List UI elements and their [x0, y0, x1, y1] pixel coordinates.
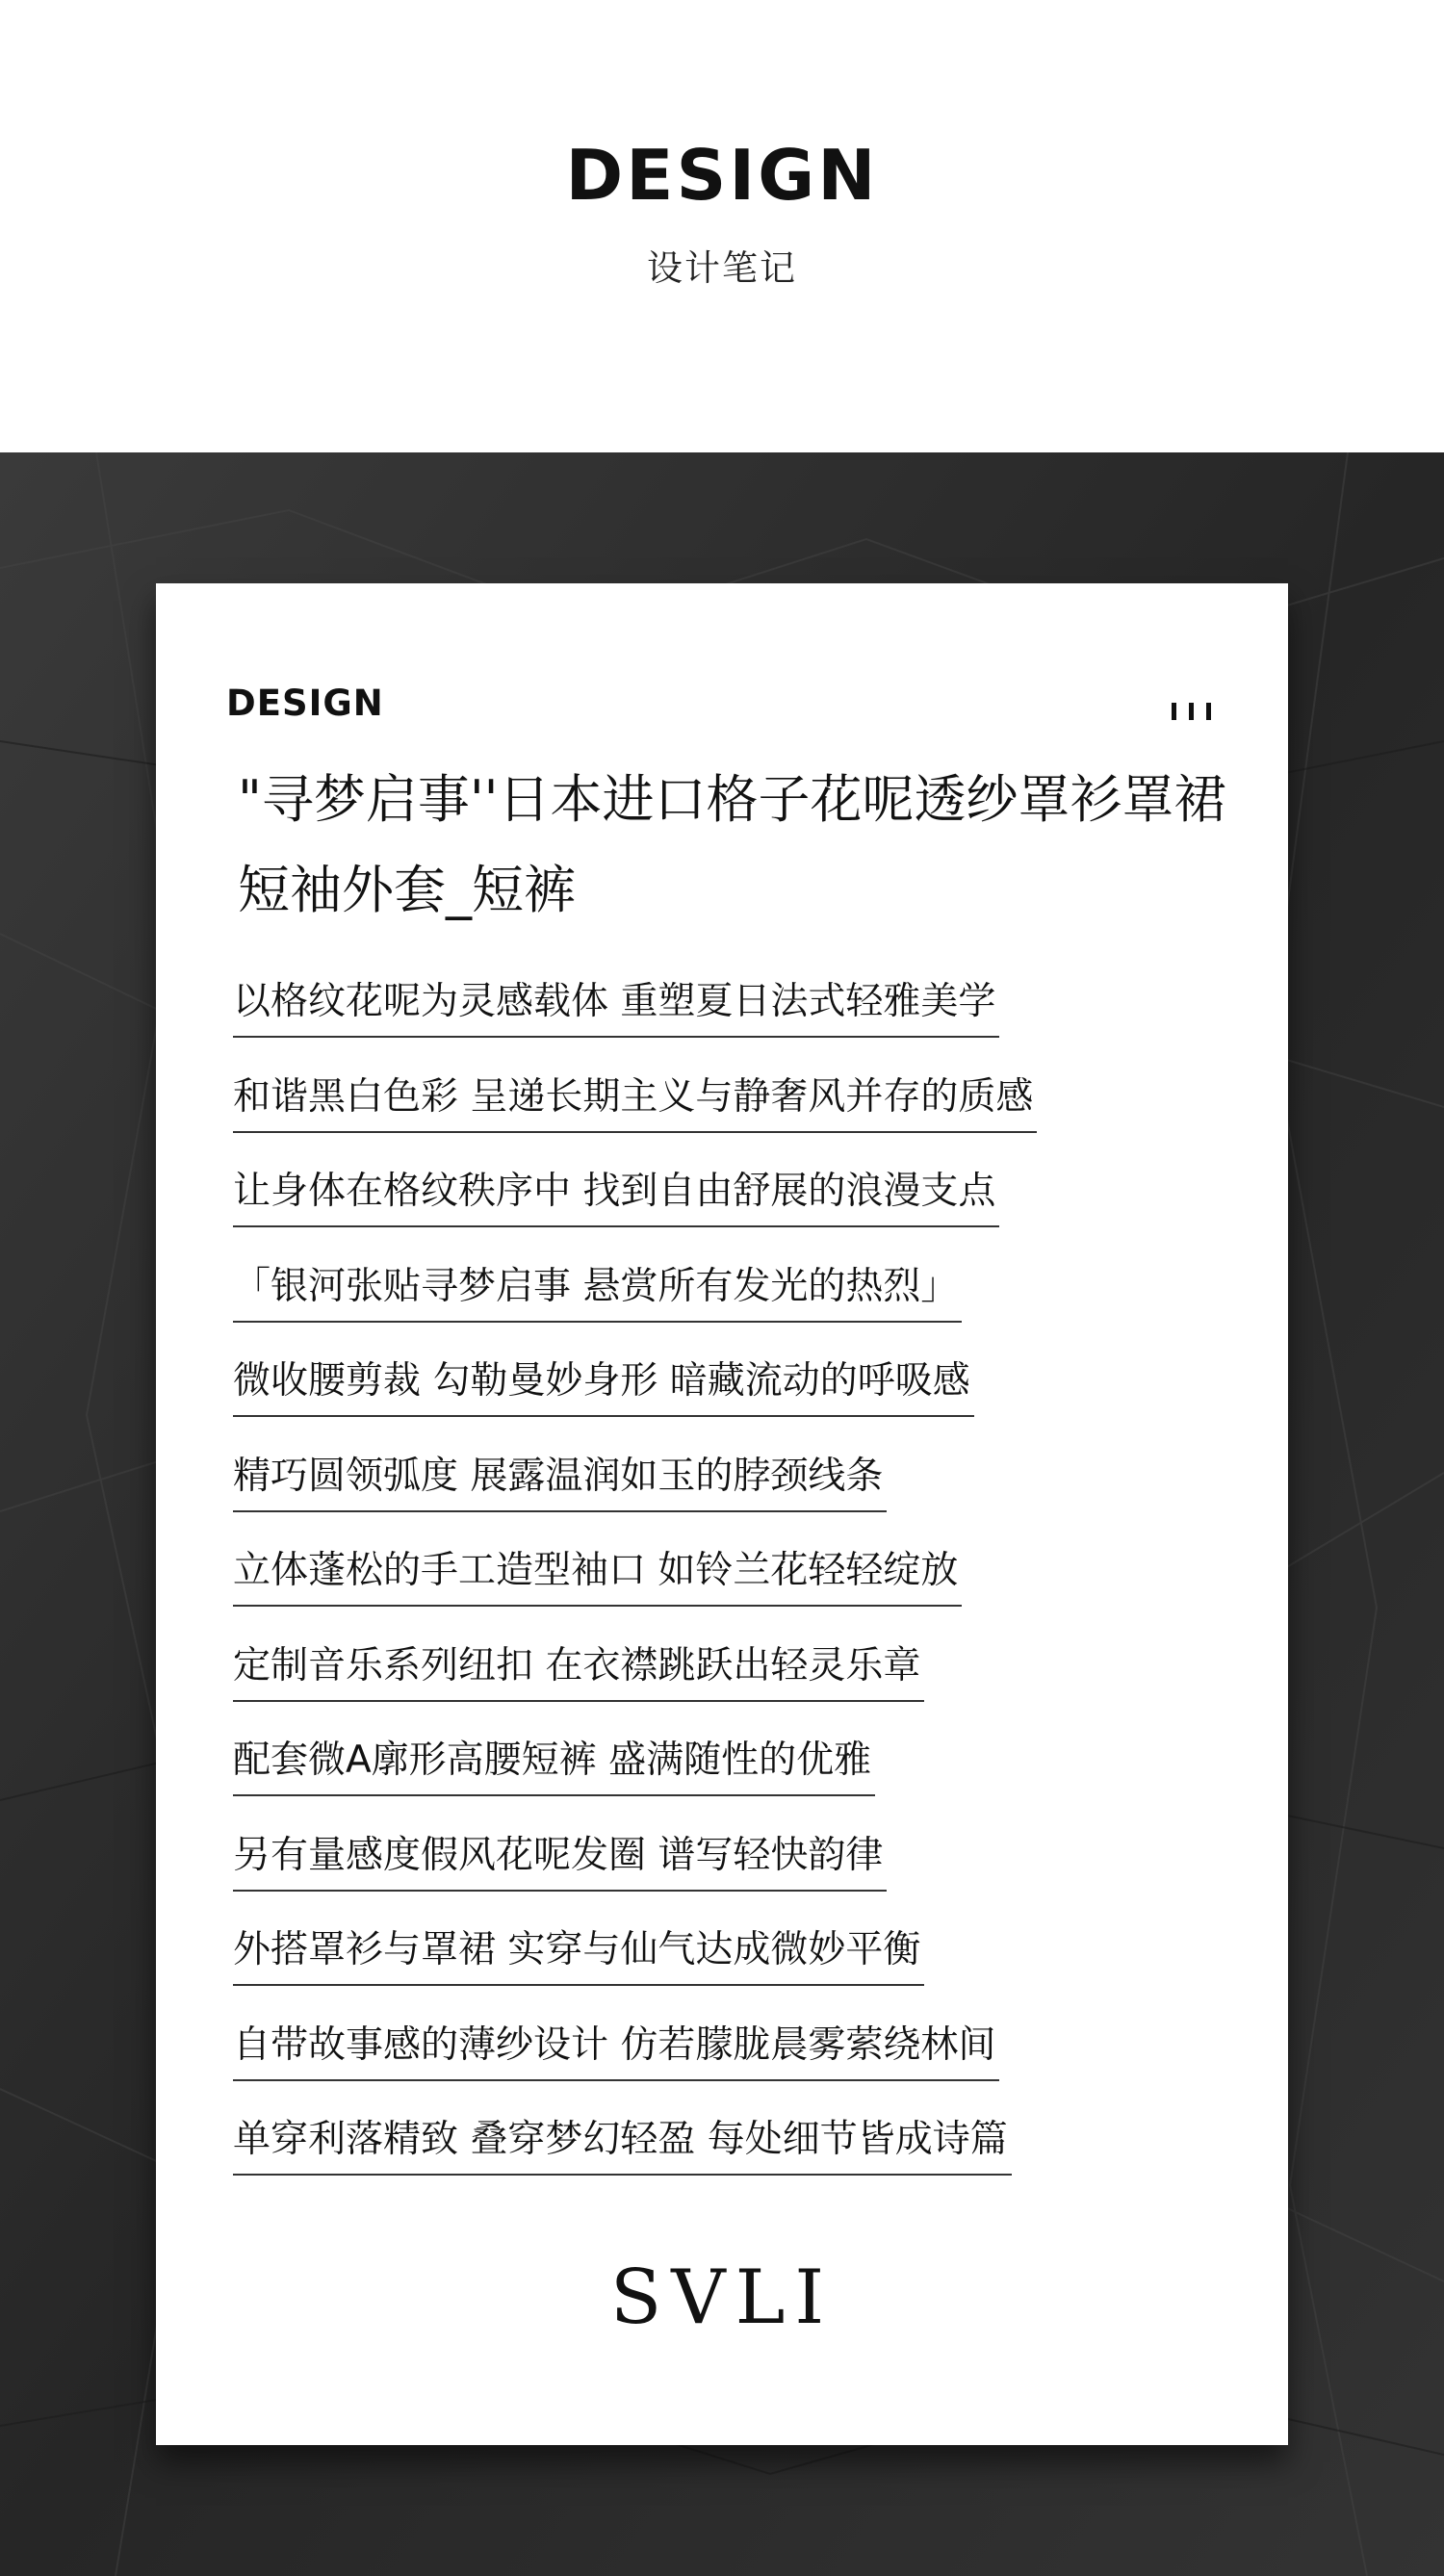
page-subtitle: 设计笔记: [647, 247, 797, 289]
list-item: 让身体在格纹秩序中 找到自由舒展的浪漫支点: [233, 1158, 1037, 1253]
list-item: 配套微A廓形高腰短裤 盛满随性的优雅: [233, 1727, 1037, 1822]
list-item: 精巧圆领弧度 展露温润如玉的脖颈线条: [233, 1443, 1037, 1538]
list-item: 单穿利落精致 叠穿梦幻轻盈 每处细节皆成诗篇: [233, 2106, 1037, 2202]
description-lines: [233, 968, 1037, 2202]
list-item: 定制音乐系列纽扣 在衣襟跳跃出轻灵乐章: [233, 1633, 1037, 1728]
list-item: 「银河张贴寻梦启事 悬赏所有发光的热烈」: [233, 1253, 1037, 1349]
design-note-card: [156, 583, 1288, 2445]
product-title: "寻梦启事''日本进口格子花呢透纱罩衫罩裙短袖外套_短裤: [238, 769, 1226, 920]
list-item: 外搭罩衫与罩裙 实穿与仙气达成微妙平衡: [233, 1917, 1037, 2012]
list-item: 自带故事感的薄纱设计 仿若朦胧晨雾萦绕林间: [233, 2012, 1037, 2107]
list-item: 和谐黑白色彩 呈递长期主义与静奢风并存的质感: [233, 1064, 1037, 1159]
more-dots-icon[interactable]: [1172, 703, 1211, 720]
brand-logo: SVLI: [609, 2254, 835, 2341]
header-section: [0, 0, 1444, 452]
list-item: 以格纹花呢为灵感载体 重塑夏日法式轻雅美学: [233, 968, 1037, 1064]
list-item: 立体蓬松的手工造型袖口 如铃兰花轻轻绽放: [233, 1537, 1037, 1633]
list-item: 微收腰剪裁 勾勒曼妙身形 暗藏流动的呼吸感: [233, 1348, 1037, 1443]
list-item: 另有量感度假风花呢发圈 谱写轻快韵律: [233, 1822, 1037, 1918]
page-title: DESIGN: [565, 135, 879, 216]
card-label: DESIGN: [226, 683, 384, 724]
